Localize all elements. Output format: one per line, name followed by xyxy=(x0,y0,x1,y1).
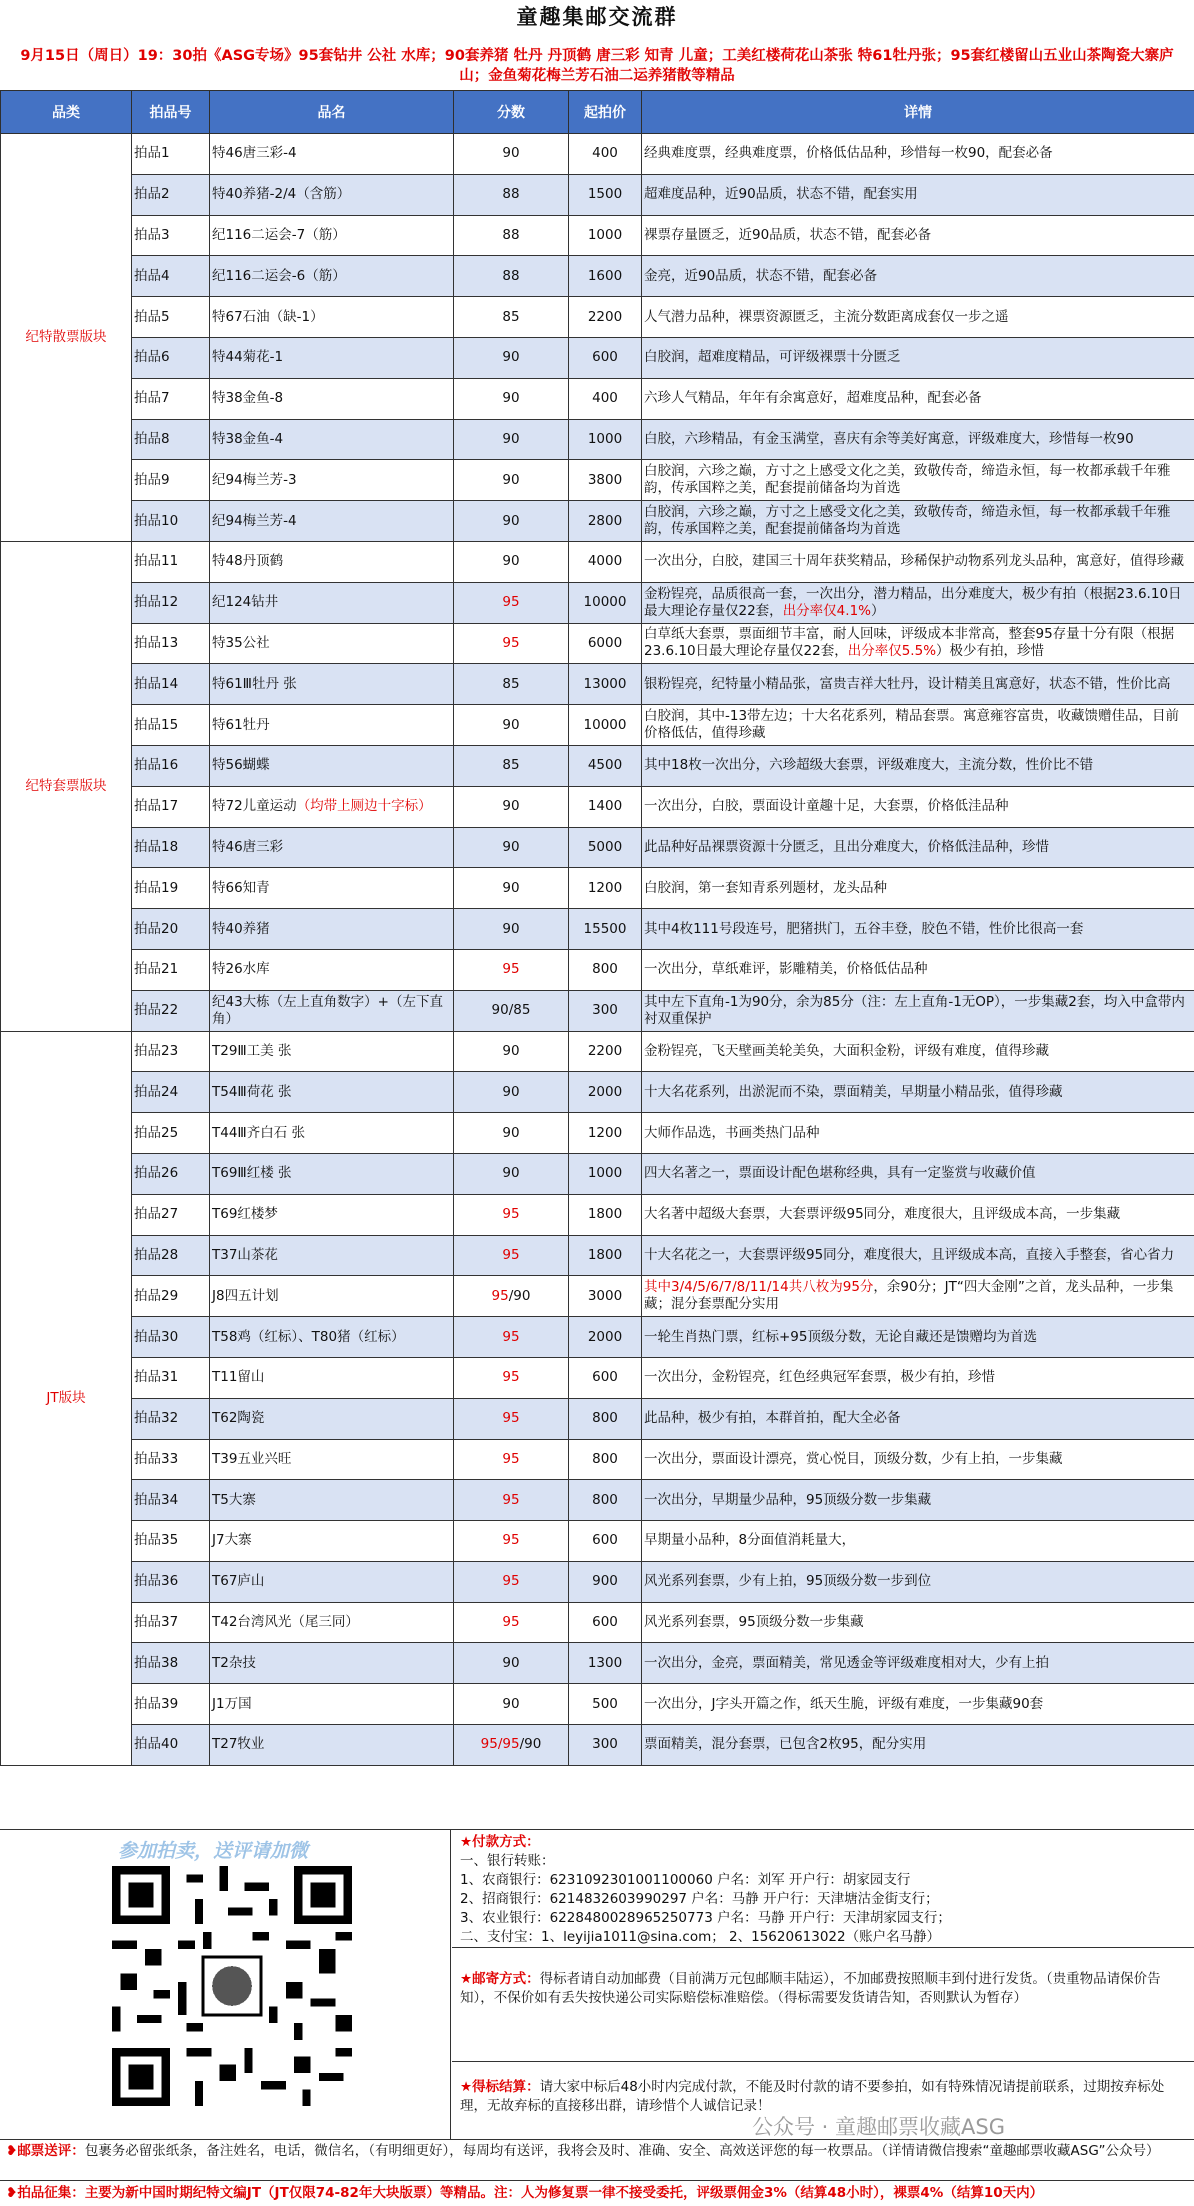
lot-number: 拍品10 xyxy=(132,501,210,542)
lot-detail: 大师作品选，书画类热门品种 xyxy=(642,1113,1194,1154)
lot-start-price: 600 xyxy=(569,1602,642,1643)
lot-score: 90 xyxy=(454,827,569,868)
lot-score: 90 xyxy=(454,134,569,175)
lot-number: 拍品38 xyxy=(132,1643,210,1684)
lot-name: T67庐山 xyxy=(210,1561,454,1602)
lot-name: J7大寨 xyxy=(210,1521,454,1562)
lot-detail: 风光系列套票，少有上拍，95顶级分数一步到位 xyxy=(642,1561,1194,1602)
lot-name: 特46唐三彩-4 xyxy=(210,134,454,175)
lot-detail: 早期量小品种，8分面值消耗量大， xyxy=(642,1521,1194,1562)
lot-start-price: 10000 xyxy=(569,705,642,746)
page-title: 童趣集邮交流群 xyxy=(0,0,1194,34)
lot-detail: 银粉锃亮，纪特量小精品张，富贵吉祥大牡丹，设计精美且寓意好，状态不错，性价比高 xyxy=(642,664,1194,705)
lot-detail: 裸票存量匮乏，近90品质，状态不错，配套必备 xyxy=(642,215,1194,256)
table-row xyxy=(1,786,1194,827)
lot-start-price: 5000 xyxy=(569,827,642,868)
lot-number: 拍品25 xyxy=(132,1113,210,1154)
category-cell: JT版块 xyxy=(1,1031,132,1765)
qr-caption: 参加拍卖，送评请加微 xyxy=(118,1836,308,1863)
lot-start-price: 800 xyxy=(569,949,642,990)
lot-detail: 此品种，极少有拍，本群首拍，配大全必备 xyxy=(642,1398,1194,1439)
lot-number: 拍品2 xyxy=(132,174,210,215)
lot-detail: 一次出分，金粉锃亮，红色经典冠军套票，极少有拍，珍惜 xyxy=(642,1357,1194,1398)
lot-score: 85 xyxy=(454,664,569,705)
lot-score: 95/95/90 xyxy=(454,1725,569,1766)
table-row xyxy=(1,1153,1194,1194)
category-cell: 纪特套票版块 xyxy=(1,541,132,1031)
table-row xyxy=(1,990,1194,1031)
table-row xyxy=(1,1480,1194,1521)
lot-start-price: 1000 xyxy=(569,419,642,460)
lot-score: 95 xyxy=(454,1521,569,1562)
info-area xyxy=(0,1829,1194,2140)
lot-number: 拍品40 xyxy=(132,1725,210,1766)
lot-name: T62陶瓷 xyxy=(210,1398,454,1439)
lot-detail: 白胶润，第一套知青系列题材，龙头品种 xyxy=(642,868,1194,909)
lot-start-price: 800 xyxy=(569,1480,642,1521)
lot-detail: 其中左下直角-1为90分，余为85分（注：左上直角-1无OP），一步集藏2套，均入中盒带内衬双重保护 xyxy=(642,990,1194,1031)
payment-line: 二、支付宝：1、leyijia1011@sina.com； 2、15620613022（账户名马静） xyxy=(460,1928,1186,1947)
lot-number: 拍品21 xyxy=(132,949,210,990)
lot-detail: 经典难度票，经典难度票，价格低估品种，珍惜每一枚90，配套必备 xyxy=(642,134,1194,175)
lot-number: 拍品32 xyxy=(132,1398,210,1439)
table-row xyxy=(1,1561,1194,1602)
lot-score: 90 xyxy=(454,705,569,746)
lot-name: T2杂技 xyxy=(210,1643,454,1684)
lot-score: 95 xyxy=(454,1561,569,1602)
lot-name: 特44菊花-1 xyxy=(210,337,454,378)
lot-name: T69Ⅲ红楼 张 xyxy=(210,1153,454,1194)
table-row xyxy=(1,909,1194,950)
lot-name: 纪124钻井 xyxy=(210,582,454,623)
lot-score: 88 xyxy=(454,215,569,256)
lot-number: 拍品5 xyxy=(132,297,210,338)
lot-detail: 金粉锃亮，飞天壁画美轮美奂，大面积金粉，评级有难度，值得珍藏 xyxy=(642,1031,1194,1072)
table-row xyxy=(1,1439,1194,1480)
table-row xyxy=(1,705,1194,746)
col-name: 品名 xyxy=(210,91,454,134)
lot-score: 95 xyxy=(454,1439,569,1480)
lot-score: 90/85 xyxy=(454,990,569,1031)
lot-detail: 大名著中超级大套票，大套票评级95同分，难度很大，且评级成本高，一步集藏 xyxy=(642,1194,1194,1235)
lot-name: J8四五计划 xyxy=(210,1276,454,1317)
lot-name: T54Ⅲ荷花 张 xyxy=(210,1072,454,1113)
lot-detail: 其中18枚一次出分，六珍超级大套票，评级难度大，主流分数，性价比不错 xyxy=(642,745,1194,786)
lot-detail: 十大名花之一，大套票评级95同分，难度很大，且评级成本高，直接入手整套，省心省力 xyxy=(642,1235,1194,1276)
lot-name: 纪94梅兰芳-4 xyxy=(210,501,454,542)
lot-detail: 白胶，六珍精品，有金玉满堂，喜庆有余等美好寓意，评级难度大，珍惜每一枚90 xyxy=(642,419,1194,460)
lot-start-price: 300 xyxy=(569,990,642,1031)
lot-score: 95 xyxy=(454,1317,569,1358)
table-header-row xyxy=(1,91,1194,134)
lot-name: 特56蝴蝶 xyxy=(210,745,454,786)
lot-detail: 其中3/4/5/6/7/8/11/14共八枚为95分，余90分；JT“四大金刚”之首，龙头品种，一步集藏；混分套票配分实用 xyxy=(642,1276,1194,1317)
lot-number: 拍品16 xyxy=(132,745,210,786)
lot-name: 纪116二运会-6（筋） xyxy=(210,256,454,297)
lot-detail: 一次出分，票面设计漂亮，赏心悦目，顶级分数，少有上拍，一步集藏 xyxy=(642,1439,1194,1480)
lot-number: 拍品17 xyxy=(132,786,210,827)
lot-start-price: 2200 xyxy=(569,297,642,338)
lot-score: 90 xyxy=(454,1684,569,1725)
auction-announcement: 9月15日（周日）19：30拍《ASG专场》95套钻井 公社 水库；90套养猪 牡丹 丹顶鹤 唐三彩 知青 儿童；工美红楼荷花山茶张 特61牡丹张；95套红楼留山五业山茶陶瓷大寨庐山；金鱼菊花梅兰芳石油二运养猪散等精品 xyxy=(0,34,1194,90)
lot-start-price: 2200 xyxy=(569,1031,642,1072)
lot-detail: 一次出分，草纸难评，影雕精美，价格低估品种 xyxy=(642,949,1194,990)
table-row xyxy=(1,623,1194,664)
lot-number: 拍品37 xyxy=(132,1602,210,1643)
table-row xyxy=(1,868,1194,909)
lot-number: 拍品26 xyxy=(132,1153,210,1194)
lot-detail: 白草纸大套票，票面细节丰富，耐人回味，评级成本非常高，整套95存量十分有限（根据23.6.10日最大理论存量仅22套，出分率仅5.5%）极少有拍，珍惜 xyxy=(642,623,1194,664)
lot-score: 95/90 xyxy=(454,1276,569,1317)
lot-detail: 一次出分，白胶，票面设计童趣十足，大套票，价格低洼品种 xyxy=(642,786,1194,827)
lot-number: 拍品7 xyxy=(132,378,210,419)
lot-start-price: 4000 xyxy=(569,541,642,582)
lot-number: 拍品31 xyxy=(132,1357,210,1398)
lot-name: 特61牡丹 xyxy=(210,705,454,746)
lot-name: 特40养猪 xyxy=(210,909,454,950)
lot-number: 拍品36 xyxy=(132,1561,210,1602)
notes-area xyxy=(0,2139,1194,2205)
lot-score: 90 xyxy=(454,1113,569,1154)
lot-name: T27牧业 xyxy=(210,1725,454,1766)
lot-detail: 白胶润，超难度精品，可评级裸票十分匮乏 xyxy=(642,337,1194,378)
table-row xyxy=(1,1725,1194,1766)
lot-number: 拍品39 xyxy=(132,1684,210,1725)
lot-start-price: 10000 xyxy=(569,582,642,623)
lot-name: 纪43大栋（左上直角数字）+（左下直角） xyxy=(210,990,454,1031)
table-row xyxy=(1,949,1194,990)
settlement-title: ★得标结算： xyxy=(460,2079,540,2095)
lot-start-price: 1600 xyxy=(569,256,642,297)
lot-name: 纪116二运会-7（筋） xyxy=(210,215,454,256)
payment-line: 2、招商银行：6214832603990297 户名：马静 开户行：天津塘沽金街支行； xyxy=(460,1890,1186,1909)
lot-start-price: 900 xyxy=(569,1561,642,1602)
table-row xyxy=(1,256,1194,297)
lot-number: 拍品3 xyxy=(132,215,210,256)
lot-detail: 一次出分，白胶，建国三十周年获奖精品，珍稀保护动物系列龙头品种，寓意好，值得珍藏 xyxy=(642,541,1194,582)
lot-number: 拍品27 xyxy=(132,1194,210,1235)
lot-detail: 风光系列套票，95顶级分数一步集藏 xyxy=(642,1602,1194,1643)
lot-detail: 白胶润，六珍之巅，方寸之上感受文化之美，致敬传奇，缔造永恒，每一枚都承载千年雅韵，传承国粹之美，配套提前储备均为首选 xyxy=(642,501,1194,542)
lot-start-price: 1200 xyxy=(569,868,642,909)
lot-score: 95 xyxy=(454,1235,569,1276)
payment-line: 1、农商银行：6231092301001100060 户名：刘军 开户行：胡家园支行 xyxy=(460,1871,1186,1890)
lot-number: 拍品4 xyxy=(132,256,210,297)
table-row xyxy=(1,1602,1194,1643)
lot-score: 88 xyxy=(454,174,569,215)
qr-code-icon[interactable] xyxy=(112,1866,352,2106)
lot-score: 90 xyxy=(454,337,569,378)
lot-score: 95 xyxy=(454,1480,569,1521)
lot-name: 特66知青 xyxy=(210,868,454,909)
lot-number: 拍品1 xyxy=(132,134,210,175)
lot-detail: 人气潜力品种，裸票资源匮乏，主流分数距离成套仅一步之遥 xyxy=(642,297,1194,338)
lot-start-price: 400 xyxy=(569,378,642,419)
mail-appraisal-note xyxy=(0,2139,1194,2181)
lot-detail: 白胶润，六珍之巅，方寸之上感受文化之美，致敬传奇，缔造永恒，每一枚都承载千年雅韵，传承国粹之美，配套提前储备均为首选 xyxy=(642,460,1194,501)
col-lot: 拍品号 xyxy=(132,91,210,134)
lot-start-price: 300 xyxy=(569,1725,642,1766)
lot-score: 95 xyxy=(454,1398,569,1439)
table-row xyxy=(1,1072,1194,1113)
table-row xyxy=(1,745,1194,786)
lot-name: T11留山 xyxy=(210,1357,454,1398)
lot-number: 拍品8 xyxy=(132,419,210,460)
lot-number: 拍品19 xyxy=(132,868,210,909)
lot-table xyxy=(0,90,1194,1766)
table-row xyxy=(1,1113,1194,1154)
lot-score: 95 xyxy=(454,949,569,990)
payment-line: 3、农业银行：6228480028965250773 户名：马静 开户行：天津胡家园支行； xyxy=(460,1909,1186,1928)
lot-number: 拍品9 xyxy=(132,460,210,501)
lot-start-price: 1800 xyxy=(569,1194,642,1235)
lot-name: 特67石油（缺-1） xyxy=(210,297,454,338)
table-row xyxy=(1,501,1194,542)
lot-name: J1万国 xyxy=(210,1684,454,1725)
lot-start-price: 6000 xyxy=(569,623,642,664)
table-row xyxy=(1,541,1194,582)
lot-detail: 六珍人气精品，年年有余寓意好，超难度品种，配套必备 xyxy=(642,378,1194,419)
table-row xyxy=(1,1276,1194,1317)
lot-name: T42台湾风光（尾三同） xyxy=(210,1602,454,1643)
lot-score: 95 xyxy=(454,582,569,623)
lot-detail: 十大名花系列，出淤泥而不染，票面精美，早期量小精品张，值得珍藏 xyxy=(642,1072,1194,1113)
lot-start-price: 800 xyxy=(569,1439,642,1480)
lot-score: 85 xyxy=(454,297,569,338)
lot-detail: 其中4枚111号段连号，肥猪拱门，五谷丰登，胶色不错，性价比很高一套 xyxy=(642,909,1194,950)
lot-number: 拍品34 xyxy=(132,1480,210,1521)
lot-score: 90 xyxy=(454,419,569,460)
lot-start-price: 1200 xyxy=(569,1113,642,1154)
lot-number: 拍品24 xyxy=(132,1072,210,1113)
lot-start-price: 4500 xyxy=(569,745,642,786)
lot-start-price: 13000 xyxy=(569,664,642,705)
lot-number: 拍品30 xyxy=(132,1317,210,1358)
table-row xyxy=(1,1235,1194,1276)
table-row xyxy=(1,827,1194,868)
lot-start-price: 3800 xyxy=(569,460,642,501)
lot-start-price: 1800 xyxy=(569,1235,642,1276)
lot-name: 特38金鱼-4 xyxy=(210,419,454,460)
lot-number: 拍品20 xyxy=(132,909,210,950)
lot-number: 拍品33 xyxy=(132,1439,210,1480)
lot-detail: 一轮生肖热门票，红标+95顶级分数，无论自藏还是馈赠均为首选 xyxy=(642,1317,1194,1358)
table-row xyxy=(1,419,1194,460)
lot-detail: 一次出分，金亮，票面精美，常见透金等评级难度相对大，少有上拍 xyxy=(642,1643,1194,1684)
lot-name: 特72儿童运动（均带上厕边十字标） xyxy=(210,786,454,827)
lot-name: T58鸡（红标）、T80猪（红标） xyxy=(210,1317,454,1358)
table-row xyxy=(1,297,1194,338)
table-row xyxy=(1,337,1194,378)
table-row xyxy=(1,1684,1194,1725)
lot-score: 95 xyxy=(454,623,569,664)
lot-start-price: 2000 xyxy=(569,1317,642,1358)
lot-score: 90 xyxy=(454,786,569,827)
table-row xyxy=(1,664,1194,705)
lot-start-price: 3000 xyxy=(569,1276,642,1317)
lot-score: 95 xyxy=(454,1194,569,1235)
lot-name: T39五业兴旺 xyxy=(210,1439,454,1480)
lot-start-price: 1000 xyxy=(569,1153,642,1194)
lot-score: 90 xyxy=(454,460,569,501)
lot-number: 拍品11 xyxy=(132,541,210,582)
lot-start-price: 600 xyxy=(569,337,642,378)
collect-label: ❥拍品征集： xyxy=(6,2185,85,2201)
col-score: 分数 xyxy=(454,91,569,134)
qr-panel xyxy=(0,1830,451,2140)
lot-start-price: 400 xyxy=(569,134,642,175)
watermark: 公众号 · 童趣邮票收藏ASG xyxy=(752,2111,1005,2141)
lot-start-price: 1300 xyxy=(569,1643,642,1684)
lot-start-price: 800 xyxy=(569,1398,642,1439)
lot-detail: 超难度品种，近90品质，状态不错，配套实用 xyxy=(642,174,1194,215)
table-row xyxy=(1,174,1194,215)
lot-number: 拍品12 xyxy=(132,582,210,623)
collection-note xyxy=(0,2181,1194,2206)
lot-score: 90 xyxy=(454,541,569,582)
lot-score: 90 xyxy=(454,501,569,542)
lot-score: 90 xyxy=(454,909,569,950)
lot-score: 85 xyxy=(454,745,569,786)
lot-name: 特38金鱼-8 xyxy=(210,378,454,419)
lot-start-price: 2000 xyxy=(569,1072,642,1113)
settlement-text: 请大家中标后48小时内完成付款，不能及时付款的请不要参拍，如有特殊情况请提前联系，过期按弃标处理，无故弃标的直接移出群，请珍惜个人诚信记录！ xyxy=(460,2079,1164,2114)
lot-number: 拍品35 xyxy=(132,1521,210,1562)
lot-detail: 四大名著之一，票面设计配色堪称经典，具有一定鉴赏与收藏价值 xyxy=(642,1153,1194,1194)
lot-number: 拍品6 xyxy=(132,337,210,378)
lot-score: 90 xyxy=(454,1643,569,1684)
lot-start-price: 2800 xyxy=(569,501,642,542)
lot-name: 特40养猪-2/4（含筋） xyxy=(210,174,454,215)
table-row xyxy=(1,1357,1194,1398)
lot-number: 拍品18 xyxy=(132,827,210,868)
lot-score: 90 xyxy=(454,378,569,419)
shipping-section xyxy=(452,1948,1194,2062)
lot-start-price: 1500 xyxy=(569,174,642,215)
lot-detail: 金亮，近90品质，状态不错，配套必备 xyxy=(642,256,1194,297)
lot-name: T37山茶花 xyxy=(210,1235,454,1276)
lot-score: 90 xyxy=(454,868,569,909)
lot-score: 95 xyxy=(454,1357,569,1398)
lot-score: 95 xyxy=(454,1602,569,1643)
table-row xyxy=(1,460,1194,501)
lot-score: 90 xyxy=(454,1072,569,1113)
lot-number: 拍品14 xyxy=(132,664,210,705)
lot-score: 90 xyxy=(454,1031,569,1072)
lot-number: 拍品28 xyxy=(132,1235,210,1276)
lot-start-price: 600 xyxy=(569,1357,642,1398)
category-cell: 纪特散票版块 xyxy=(1,134,132,542)
collect-text: 主要为新中国时期纪特文编JT（JT仅限74-82年大块版票）等精品。注：人为修复票一律不接受委托，评级票佣金3%（结算48小时），裸票4%（结算10天内） xyxy=(85,2185,1043,2201)
shipping-title: ★邮寄方式： xyxy=(460,1971,540,1987)
lot-score: 88 xyxy=(454,256,569,297)
payment-section xyxy=(452,1830,1194,1948)
lot-name: T5大寨 xyxy=(210,1480,454,1521)
table-row xyxy=(1,1031,1194,1072)
payment-panel xyxy=(452,1830,1194,2140)
table-row xyxy=(1,1317,1194,1358)
lot-start-price: 500 xyxy=(569,1684,642,1725)
table-row xyxy=(1,1521,1194,1562)
lot-name: 特61Ⅲ牡丹 张 xyxy=(210,664,454,705)
lot-number: 拍品22 xyxy=(132,990,210,1031)
table-row xyxy=(1,1398,1194,1439)
table-row xyxy=(1,1194,1194,1235)
lot-detail: 票面精美，混分套票，已包含2枚95，配分实用 xyxy=(642,1725,1194,1766)
lot-name: 特26水库 xyxy=(210,949,454,990)
lot-number: 拍品29 xyxy=(132,1276,210,1317)
lot-number: 拍品13 xyxy=(132,623,210,664)
lot-start-price: 1400 xyxy=(569,786,642,827)
lot-name: T29Ⅲ工美 张 xyxy=(210,1031,454,1072)
col-category: 品类 xyxy=(1,91,132,134)
table-row xyxy=(1,134,1194,175)
col-detail: 详情 xyxy=(642,91,1194,134)
lot-detail: 一次出分，早期量少品种，95顶级分数一步集藏 xyxy=(642,1480,1194,1521)
table-row xyxy=(1,215,1194,256)
lot-name: T44Ⅲ齐白石 张 xyxy=(210,1113,454,1154)
lot-detail: 一次出分，J字头开篇之作，纸天生脆，评级有难度，一步集藏90套 xyxy=(642,1684,1194,1725)
mail-text: 包裹务必留张纸条，备注姓名，电话，微信名，（有明细更好），每周均有送评，我将会及时、准确、安全、高效送评您的每一枚票品。（详情请微信搜索“童趣邮票收藏ASG”公众号） xyxy=(85,2143,1160,2159)
lot-number: 拍品15 xyxy=(132,705,210,746)
lot-start-price: 600 xyxy=(569,1521,642,1562)
lot-name: 特35公社 xyxy=(210,623,454,664)
lot-number: 拍品23 xyxy=(132,1031,210,1072)
payment-title: ★付款方式： xyxy=(460,1833,1186,1852)
table-row xyxy=(1,378,1194,419)
lot-name: 纪94梅兰芳-3 xyxy=(210,460,454,501)
lot-name: 特46唐三彩 xyxy=(210,827,454,868)
lot-detail: 白胶润，其中-13带左边；十大名花系列，精品套票。寓意雍容富贵，收藏馈赠佳品，目前价格低估，值得珍藏 xyxy=(642,705,1194,746)
lot-detail: 金粉锃亮，品质很高一套，一次出分，潜力精品，出分难度大，极少有拍（根据23.6.10日最大理论存量仅22套，出分率仅4.1%） xyxy=(642,582,1194,623)
lot-start-price: 15500 xyxy=(569,909,642,950)
lot-name: 特48丹顶鹤 xyxy=(210,541,454,582)
mail-label: ❥邮票送评： xyxy=(6,2143,85,2159)
payment-line: 一、银行转账： xyxy=(460,1852,1186,1871)
col-price: 起拍价 xyxy=(569,91,642,134)
lot-name: T69红楼梦 xyxy=(210,1194,454,1235)
table-row xyxy=(1,1643,1194,1684)
lot-detail: 此品种好品裸票资源十分匮乏，且出分难度大，价格低洼品种，珍惜 xyxy=(642,827,1194,868)
table-row xyxy=(1,582,1194,623)
shipping-text: 得标者请自动加邮费（目前满万元包邮顺丰陆运），不加邮费按照顺丰到付进行发货。（贵重物品请保价告知），不保价如有丢失按快递公司实际赔偿标准赔偿。（得标需要发货请告知，否则默认为暂存） xyxy=(460,1971,1161,2006)
lot-start-price: 1000 xyxy=(569,215,642,256)
lot-score: 90 xyxy=(454,1153,569,1194)
